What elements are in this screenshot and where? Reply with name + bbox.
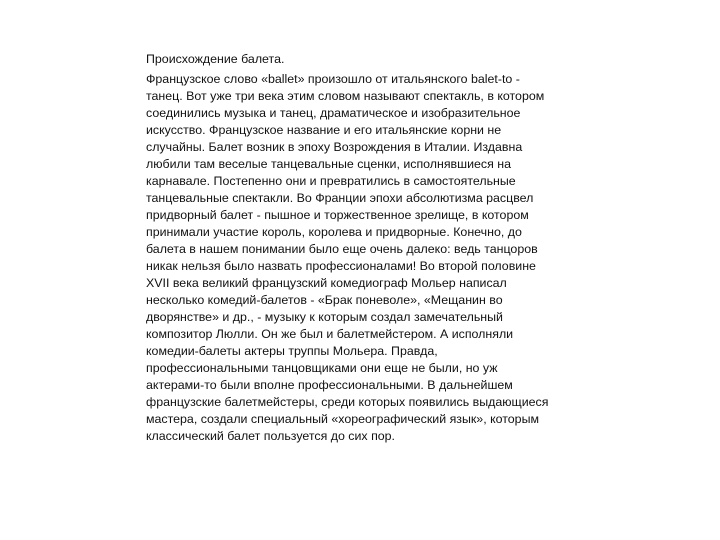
body-line: композитор Люлли. Он же был и балетмейстером. А исполняли	[146, 327, 514, 341]
document-title: Происхождение балета.	[146, 52, 285, 66]
body-line: актерами-то были вполне профессиональными. В дальнейшем	[146, 378, 513, 392]
body-line: никак нельзя было назвать профессионалами! Во второй половине	[146, 259, 536, 273]
body-line: принимали участие король, королева и придворные. Конечно, до	[146, 225, 522, 239]
body-line: профессиональными танцовщиками они еще не были, но уж	[146, 361, 498, 375]
body-line: любили там веселые танцевальные сценки, исполнявшиеся на	[146, 157, 511, 171]
body-line: случайны. Балет возник в эпоху Возрождения в Италии. Издавна	[146, 140, 523, 154]
body-line: комедии-балеты актеры труппы Мольера. Правда,	[146, 344, 438, 358]
body-line: искусство. Французское название и его итальянские корни не	[146, 123, 502, 137]
body-line: несколько комедий-балетов - «Брак поневоле», «Мещанин во	[146, 293, 503, 307]
body-line: французские балетмейстеры, среди которых появились выдающиеся	[146, 395, 549, 409]
text-block	[146, 50, 586, 445]
body-line: балета в нашем понимании было еще очень далеко: ведь танцоров	[146, 242, 538, 256]
body-line: соединились музыка и танец, драматическое и изобразительное	[146, 106, 521, 120]
body-line: Французское слово «ballet» произошло от итальянского balet-to -	[146, 72, 520, 86]
body-line: карнавале. Постепенно они и превратились в самостоятельные	[146, 174, 516, 188]
body-line: придворный балет - пышное и торжественное зрелище, в котором	[146, 208, 529, 222]
document-body	[146, 71, 586, 445]
body-line: классический балет пользуется до сих пор.	[146, 429, 395, 443]
body-line: дворянстве» и др., - музыку к которым создал замечательный	[146, 310, 503, 324]
body-line: мастера, создали специальный «хореографический язык», которым	[146, 412, 540, 426]
body-line: танец. Вот уже три века этим словом называют спектакль, в котором	[146, 89, 545, 103]
body-line: танцевальные спектакли. Во Франции эпохи абсолютизма расцвел	[146, 191, 534, 205]
body-line: XVII века великий французский комедиограф Мольер написал	[146, 276, 507, 290]
